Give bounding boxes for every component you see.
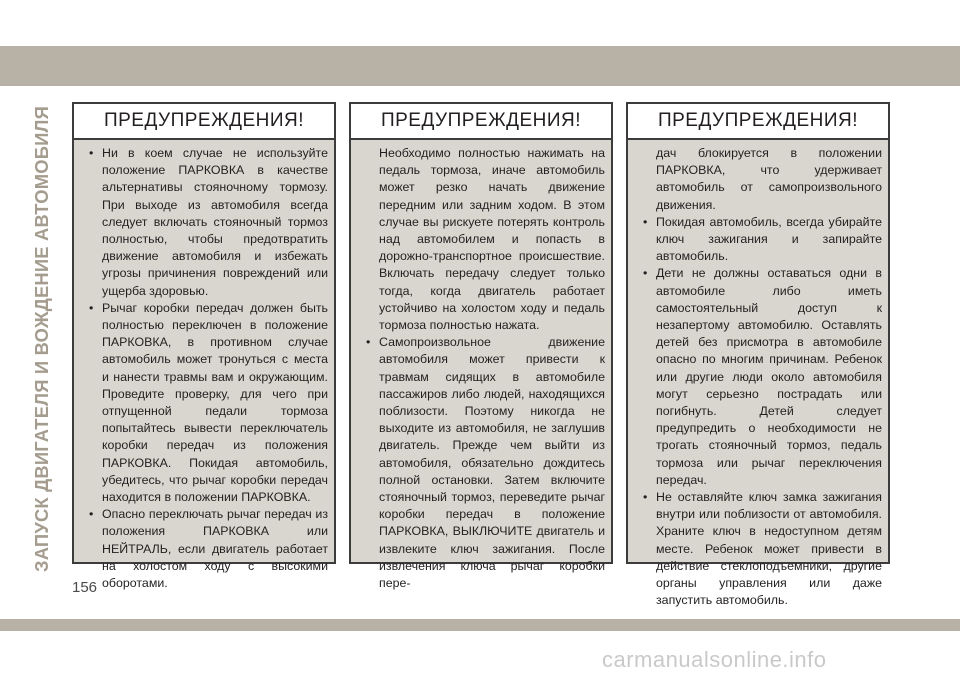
warning-item: • Не оставляйте ключ замка зажигания внутри или поблизости от автомобиля. Храните ключ в недоступном детям месте. Ребенок может привести в действие стеклоподъемники, другие органы управления или даже запустить автомобиль. (642, 489, 882, 609)
warning-box-3 (626, 102, 890, 608)
warning-body (628, 140, 888, 613)
section-side-title (8, 100, 68, 578)
warning-list (365, 334, 605, 592)
warning-item: • Покидая автомобиль, всегда убирайте ключ зажигания и запирайте автомобиль. (642, 214, 882, 266)
warning-heading: ПРЕДУПРЕЖДЕНИЯ! (628, 104, 888, 140)
warning-list (642, 214, 882, 610)
warning-item: • Опасно переключать рычаг передач из положения ПАРКОВКА или НЕЙТРАЛЬ, если двигатель работает на холостом ходу с высокими оборотами. (88, 506, 328, 592)
warning-list (88, 145, 328, 592)
warning-body (74, 140, 334, 596)
section-side-title-text: ЗАПУСК ДВИГАТЕЛЯ И ВОЖДЕНИЕ АВТОМОБИЛЯ (31, 102, 52, 572)
warning-item: • Самопроизвольное движение автомобиля может привести к травмам сидящих в автомобиле пассажиров либо людей, находящихся поблизости. Поэтому никогда не выходите из автомобиля, не заглушив двигатель. Прежде чем выйти из автомобиля, обязательно дождитесь полной остановки. Затем включите стояночный тормоз, переведите рычаг коробки передач в положение ПАРКОВКА, ВЫКЛЮЧИТЕ двигатель и извлеките ключ зажигания. После извлечения ключа рычаг коробки пере- (365, 334, 605, 592)
warning-item: • Рычаг коробки передач должен быть полностью переключен в положение ПАРКОВКА, в противном случае автомобиль может тронуться с места и нанести травмы вам и окружающим. Проведите проверку, для чего при отпущенной педали тормоза попытайтесь вывести переключатель коробки передач из положения ПАРКОВКА. Покидая автомобиль, убедитесь, что рычаг коробки передач находится в положении ПАРКОВКА. (88, 300, 328, 506)
warning-heading: ПРЕДУПРЕЖДЕНИЯ! (351, 104, 611, 140)
bottom-band (0, 619, 960, 631)
page-number: 156 (72, 579, 98, 596)
warning-item: • Дети не должны оставаться одни в автомобиле либо иметь самостоятельный доступ к незапертому автомобилю. Оставлять детей без присмотра в автомобиле опасно по многим причинам. Ребенок или другие люди около автомобиля могут серьезно пострадать или погибнуть. Детей следует предупредить о необходимости не трогать стояночный тормоз, педаль тормоза или рычаг переключения передач. (642, 265, 882, 489)
top-band (0, 46, 960, 86)
warning-heading: ПРЕДУПРЕЖДЕНИЯ! (74, 104, 334, 140)
warning-paragraph: Необходимо полностью нажимать на педаль тормоза, иначе автомобиль может резко начать движение передним или задним ходом. В этом случае вы рискуете потерять контроль над автомобилем и попасть в дорожно-транспортное происшествие. Включать передачу следует только тогда, когда двигатель работает устойчиво на холостом ходу и педаль тормоза полностью нажата. (379, 146, 605, 333)
watermark-text: carmanualsonline.info (602, 647, 827, 672)
warning-paragraph: дач блокируется в положении ПАРКОВКА, что удерживает автомобиль от самопроизвольного движения. (656, 146, 882, 212)
warning-item: • Ни в коем случае не используйте положение ПАРКОВКА в качестве альтернативы стояночному тормозу. При выходе из автомобиля всегда следует включать стояночный тормоз полностью, чтобы предотвратить движение автомобиля и избежать угрозы причинения повреждений или ущерба здоровью. (88, 145, 328, 300)
warning-body (351, 140, 611, 596)
warning-box-2 (349, 102, 613, 591)
